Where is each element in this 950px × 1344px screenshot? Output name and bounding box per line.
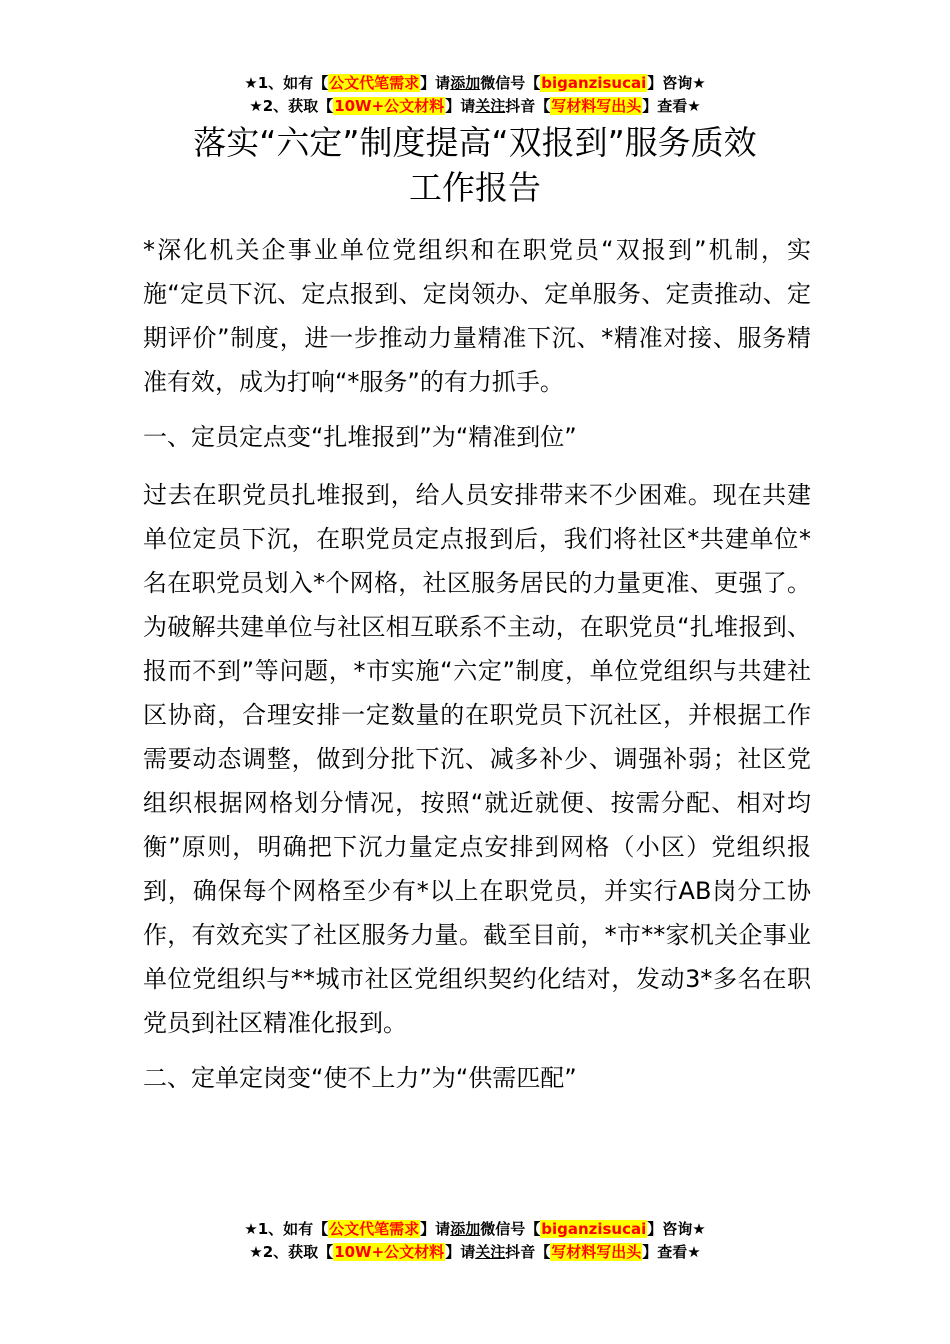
banner-line-1: ★1、如有【公文代笔需求】请添加微信号【biganzisucai】咨询★ [244,74,706,92]
footer-highlight-materials: 10W+公文材料 [334,1243,445,1261]
body-paragraph-1: 过去在职党员扎堆报到，给人员安排带来不少困难。现在共建单位定员下沉，在职党员定点报到后，我们将社区*共建单位*名在职党员划入*个网格，社区服务居民的力量更准、更强了。为破解共建单位与社区相互联系不主动，在职党员“扎堆报到、报而不到”等问题，*市实施“六定”制度，单位党组织与共建社区协商，合理安排一定数量的在职党员下沉社区，并根据工作需要动态调整，做到分批下沉、减多补少、调强补弱；社区党组织根据网格划分情况，按照“就近就便、按需分配、相对均衡”原则，明确把下沉力量定点安排到网格（小区）党组织报到，确保每个网格至少有*以上在职党员，并实行AB岗分工协作，有效充实了社区服务力量。截至目前，*市**家机关企事业单位党组织与**城市社区党组织契约化结对，发动3*多名在职党员到社区精准化报到。 [143,481,811,1037]
document-body [143,228,811,1114]
footer-highlight-douyin-account: 写材料写出头 [551,1243,642,1261]
footer-highlight-service: 公文代笔需求 [329,1220,420,1238]
highlight-materials: 10W+公文材料 [334,97,445,115]
title-line-1: 落实“六定”制度提高“双报到”服务质效 [193,123,757,162]
banner-line-2: ★2、获取【10W+公文材料】请关注抖音【写材料写出头】查看★ [249,97,701,115]
highlight-douyin-account: 写材料写出头 [551,97,642,115]
section-heading-2: 二、定单定岗变“使不上力”为“供需匹配” [143,1064,577,1092]
footer-line-2: ★2、获取【10W+公文材料】请关注抖音【写材料写出头】查看★ [249,1243,701,1261]
header-banner [0,72,950,118]
highlight-service: 公文代笔需求 [329,74,420,92]
highlight-wechat-id: biganzisucai [541,74,647,92]
footer-highlight-wechat-id: biganzisucai [541,1220,647,1238]
footer-banner [0,1218,950,1264]
footer-line-1: ★1、如有【公文代笔需求】请添加微信号【biganzisucai】咨询★ [244,1220,706,1238]
intro-paragraph: *深化机关企事业单位党组织和在职党员“双报到”机制，实施“定员下沉、定点报到、定岗领办、定单服务、定责推动、定期评价”制度，进一步推动力量精准下沉、*精准对接、服务精准有效，成为打响“*服务”的有力抓手。 [143,236,811,396]
title-line-2: 工作报告 [409,168,541,207]
section-heading-1: 一、定员定点变“扎堆报到”为“精准到位” [143,423,577,451]
document-title [0,120,950,210]
